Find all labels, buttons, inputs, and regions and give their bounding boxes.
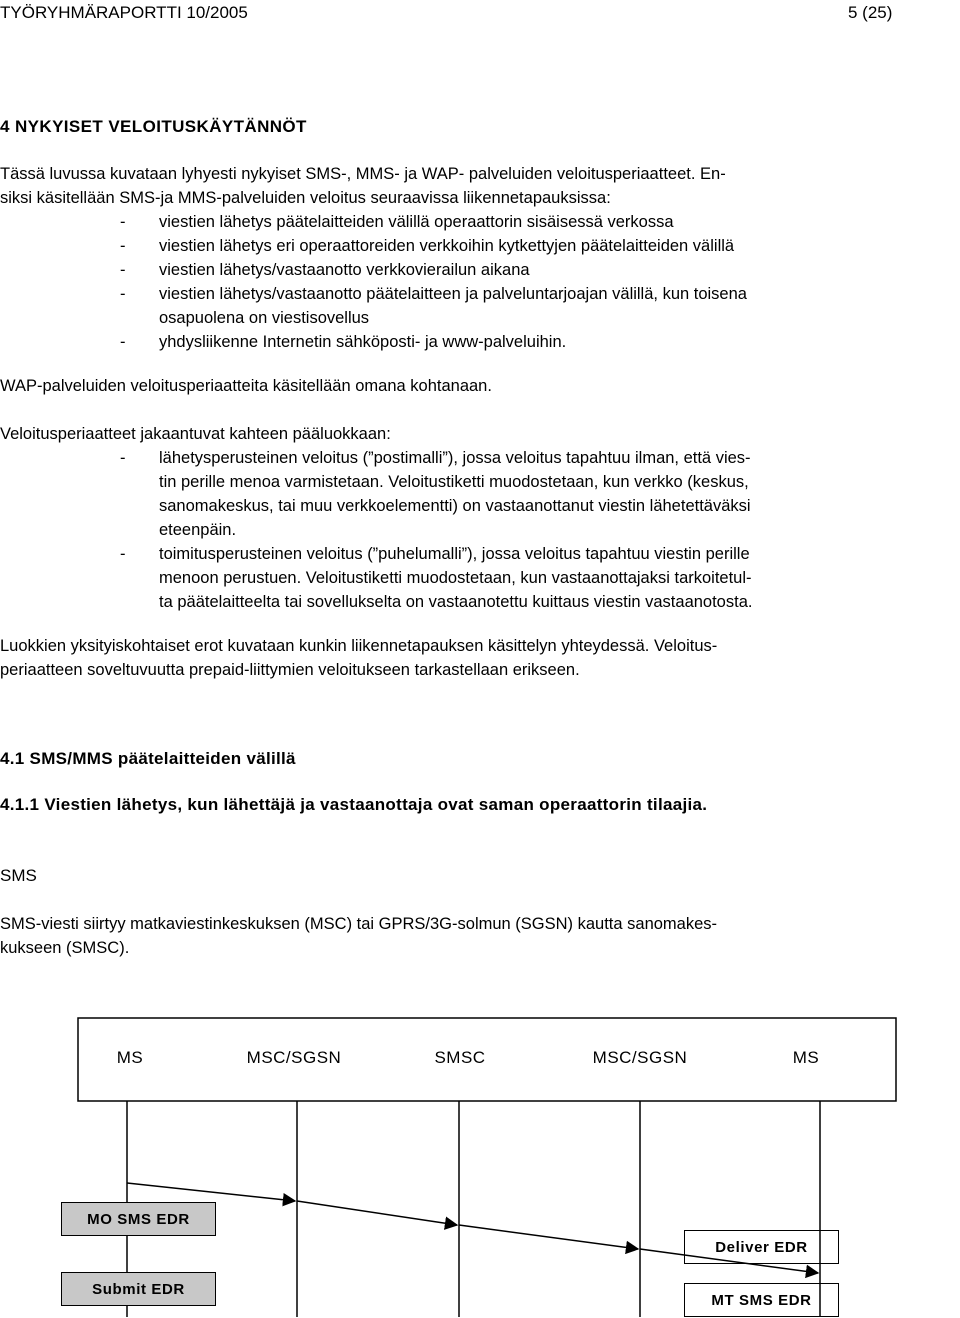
bullet-text: viestien lähetys/vastaanotto päätelaitteen ja palveluntarjoajan välillä, kun toisena (159, 285, 747, 303)
wap-note: WAP-palveluiden veloitusperiaatteita käsitellään omana kohtanaan. (0, 377, 492, 395)
principle-1-line-3: sanomakeskus, tai muu verkkoelementti) on vastaanottanut viestin lähetettäväksi (159, 497, 751, 515)
principle-1-line-4: eteenpäin. (159, 521, 237, 539)
node-ms-origin: MS (116, 1048, 144, 1067)
principle-2-line-3: ta päätelaitteelta tai sovellukselta on vastaanotettu kuittaus viestin vastaanotosta. (159, 593, 753, 611)
node-strip-border (78, 1018, 896, 1101)
subsection-4-1-title: 4.1 SMS/MMS päätelaitteiden välillä (0, 749, 296, 768)
sms-text-line-1: SMS-viesti siirtyy matkaviestinkeskuksen (MSC) tai GPRS/3G-solmun (SGSN) kautta sanomakes- (0, 915, 718, 933)
node-msc-sgsn-origin: MSC/SGSN (246, 1048, 342, 1067)
bullet-dash: - (120, 449, 126, 467)
intro-line-2: siksi käsitellään SMS-ja MMS-palveluiden veloitus seuraavissa liikennetapauksissa: (0, 189, 611, 207)
principle-1-line-2: tin perille menoa varmistetaan. Veloitustiketti muodostetaan, kun verkko (keskus, (159, 473, 749, 491)
subsection-4-1-1-title: 4.1.1 Viestien lähetys, kun lähettäjä ja vastaanottaja ovat saman operaattorin tilaajia. (0, 795, 708, 814)
deliver-edr-box: Deliver EDR (684, 1230, 839, 1264)
principle-text: lähetysperusteinen veloitus (”postimalli”), jossa veloitus tapahtuu ilman, että vies- (159, 449, 751, 467)
report-header-title: TYÖRYHMÄRAPORTTI 10/2005 (0, 3, 248, 22)
sms-text-line-2: kukseen (SMSC). (0, 939, 130, 957)
principle-2-line-2: menoon perustuen. Veloitustiketti muodostetaan, kun vastaanottajaksi tarkoitetul- (159, 569, 752, 587)
sms-flow-diagram (77, 1017, 897, 1317)
bullet-dash: - (120, 545, 126, 563)
bullet-item-4-continuation: osapuolena on viestisovellus (159, 309, 370, 327)
arrow-msc-to-smsc (297, 1201, 457, 1225)
bullet-text: viestien lähetys päätelaitteiden välillä operaattorin sisäisessä verkossa (159, 213, 674, 231)
section-title: 4 NYKYISET VELOITUSKÄYTÄNNÖT (0, 117, 307, 136)
bullet-text: yhdysliikenne Internetin sähköposti- ja www-palveluihin. (159, 333, 567, 351)
sms-heading: SMS (0, 866, 37, 885)
page-number: 5 (25) (848, 3, 893, 22)
principles-lead: Veloitusperiaatteet jakaantuvat kahteen pääluokkaan: (0, 425, 391, 443)
node-ms-dest: MS (792, 1048, 820, 1067)
bullet-dash: - (120, 261, 126, 279)
bullet-dash: - (120, 285, 126, 303)
classes-line-2: periaatteen soveltuvuutta prepaid-liittymien veloitukseen tarkastellaan erikseen. (0, 661, 580, 679)
principle-text: toimitusperusteinen veloitus (”puhelumalli”), jossa veloitus tapahtuu viestin perille (159, 545, 750, 563)
intro-line-1: Tässä luvussa kuvataan lyhyesti nykyiset SMS-, MMS- ja WAP- palveluiden veloitusperiaatteet. En- (0, 165, 726, 183)
arrow-ms-to-msc (127, 1183, 295, 1201)
mo-sms-edr-box: MO SMS EDR (61, 1202, 216, 1236)
classes-line-1: Luokkien yksityiskohtaiset erot kuvataan kunkin liikennetapauksen käsittelyn yhteydessä. Veloitus- (0, 637, 718, 655)
bullet-dash: - (120, 213, 126, 231)
arrow-smsc-to-msc (459, 1225, 638, 1249)
bullet-dash: - (120, 333, 126, 351)
bullet-dash: - (120, 237, 126, 255)
bullet-text: viestien lähetys/vastaanotto verkkovierailun aikana (159, 261, 530, 279)
mt-sms-edr-box: MT SMS EDR (684, 1283, 839, 1317)
node-msc-sgsn-dest: MSC/SGSN (592, 1048, 688, 1067)
bullet-text: viestien lähetys eri operaattoreiden verkkoihin kytkettyjen päätelaitteiden välillä (159, 237, 735, 255)
submit-edr-box: Submit EDR (61, 1272, 216, 1306)
node-smsc: SMSC (434, 1048, 486, 1067)
